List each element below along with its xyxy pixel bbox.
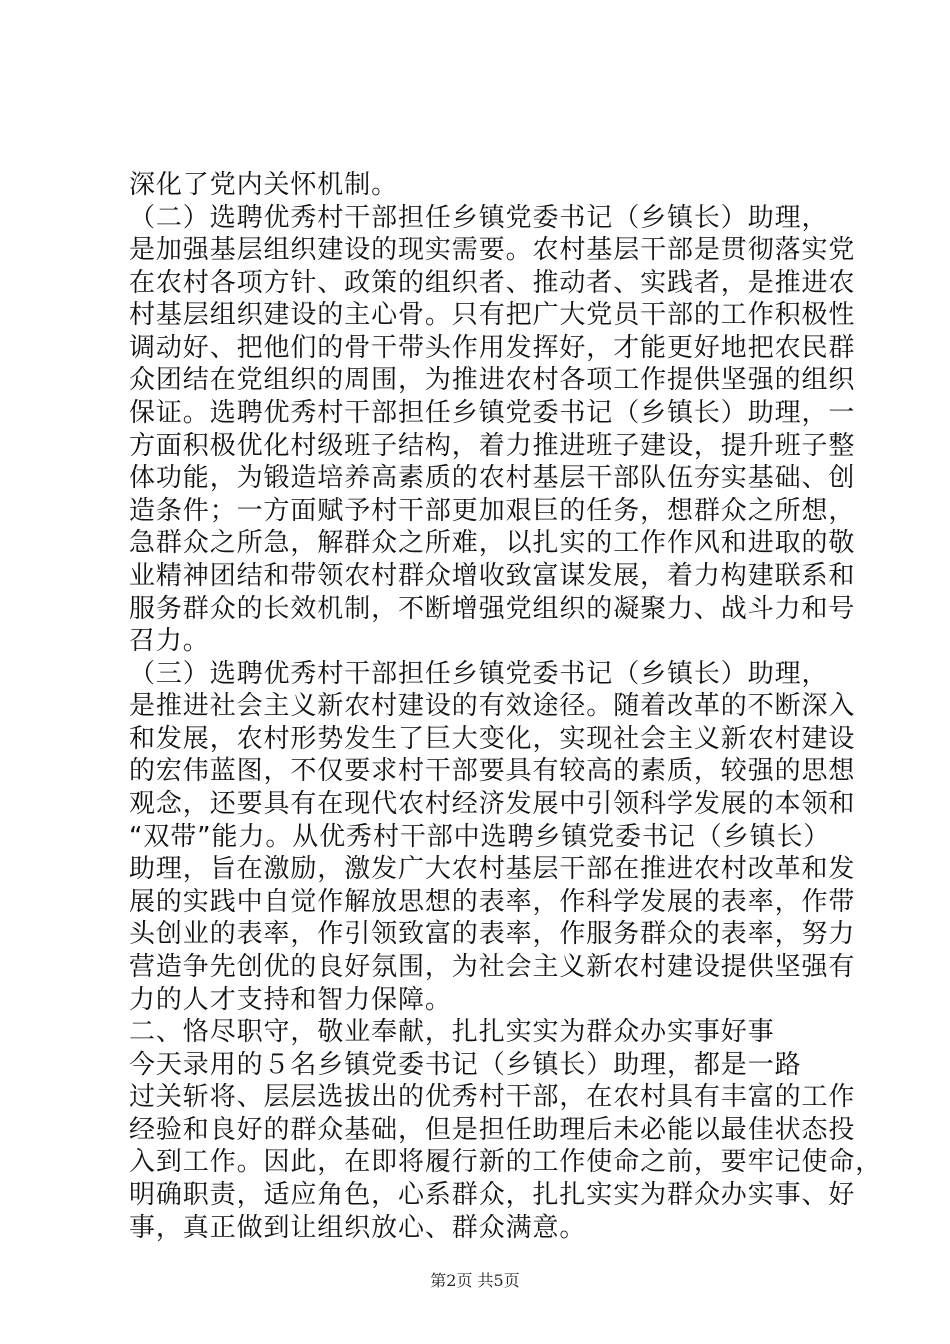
text-line: 深化了党内关怀机制。 <box>129 170 399 200</box>
text-line: 是加强基层组织建设的现实需要。农村基层干部是贯彻落实党 <box>129 235 856 265</box>
text-line: 经验和良好的群众基础，但是担任助理后未必能以最佳状态投 <box>129 1115 856 1145</box>
text-line: 服务群众的长效机制，不断增强党组织的凝聚力、战斗力和号 <box>129 594 856 624</box>
text-line: 众团结在党组织的周围，为推进农村各项工作提供坚强的组织 <box>129 365 856 395</box>
text-line: （二）选聘优秀村干部担任乡镇党委书记（乡镇长）助理， <box>129 203 829 233</box>
text-line: 调动好、把他们的骨干带头作用发挥好，才能更好地把农民群 <box>129 333 856 363</box>
text-line: 的宏伟蓝图，不仅要求村干部要具有较高的素质，较强的思想 <box>129 756 856 786</box>
text-line: 造条件；一方面赋予村干部更加艰巨的任务，想群众之所想， <box>129 496 856 526</box>
text-line: 过关斩将、层层选拔出的优秀村干部，在农村具有丰富的工作 <box>129 1082 856 1112</box>
text-line: 入到工作。因此，在即将履行新的工作使命之前，要牢记使命， <box>129 1147 883 1177</box>
text-line: “双带”能力。从优秀村干部中选聘乡镇党委书记（乡镇长） <box>129 822 831 852</box>
text-line: 明确职责，适应角色，心系群众，扎扎实实为群众办实事、好 <box>129 1180 856 1210</box>
text-line: 今天录用的５名乡镇党委书记（乡镇长）助理，都是一路 <box>129 1050 802 1080</box>
page-number-footer: 第2页 共5页 <box>430 1271 520 1290</box>
text-line: 体功能，为锻造培养高素质的农村基层干部队伍夯实基础、创 <box>129 463 856 493</box>
text-line: 力的人才支持和智力保障。 <box>129 985 452 1015</box>
text-line: 观念，还要具有在现代农村经济发展中引领科学发展的本领和 <box>129 789 856 819</box>
text-line: 营造争先创优的良好氛围，为社会主义新农村建设提供坚强有 <box>129 952 856 982</box>
text-line: 业精神团结和带领农村群众增收致富谋发展，着力构建联系和 <box>129 561 856 591</box>
text-line: 保证。选聘优秀村干部担任乡镇党委书记（乡镇长）助理，一 <box>129 398 856 428</box>
text-line: 方面积极优化村级班子结构，着力推进班子建设，提升班子整 <box>129 431 856 461</box>
text-line: 和发展，农村形势发生了巨大变化，实现社会主义新农村建设 <box>129 724 856 754</box>
text-line: 展的实践中自觉作解放思想的表率，作科学发展的表率，作带 <box>129 887 856 917</box>
text-line: （三）选聘优秀村干部担任乡镇党委书记（乡镇长）助理， <box>129 659 829 689</box>
text-line: 召力。 <box>129 626 210 656</box>
text-line: 助理，旨在激励，激发广大农村基层干部在推进农村改革和发 <box>129 854 856 884</box>
text-line: 村基层组织建设的主心骨。只有把广大党员干部的工作积极性 <box>129 300 856 330</box>
text-line: 是推进社会主义新农村建设的有效途径。随着改革的不断深入 <box>129 691 856 721</box>
text-line: 头创业的表率，作引领致富的表率，作服务群众的表率，努力 <box>129 919 856 949</box>
text-line: 急群众之所急，解群众之所难，以扎实的工作作风和进取的敬 <box>129 528 856 558</box>
text-line: 事，真正做到让组织放心、群众满意。 <box>129 1213 587 1243</box>
text-line: 在农村各项方针、政策的组织者、推动者、实践者，是推进农 <box>129 268 856 298</box>
section-heading: 二、恪尽职守，敬业奉献，扎扎实实为群众办实事好事 <box>129 1017 775 1047</box>
